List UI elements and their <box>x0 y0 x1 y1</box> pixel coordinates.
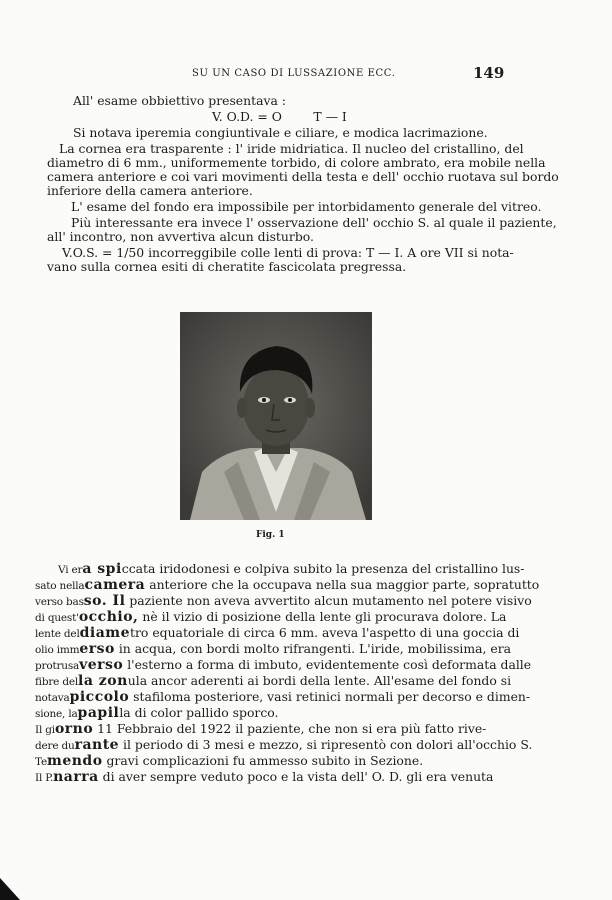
text-line <box>35 674 511 689</box>
stamped-word: papil <box>77 705 120 721</box>
margin-label: Te <box>35 756 48 768</box>
text-line: camera anteriore e coi vari movimenti della testa e dell' occhio ruotava sul bordo <box>47 169 559 184</box>
text-line <box>35 594 532 609</box>
text-run: ccata iridodonesi e colpiva subito la presenza del cristallino lus- <box>121 561 525 576</box>
text-line <box>35 706 278 721</box>
text-line: V.O.S. = 1/50 incorreggibile colle lenti di prova: T — I. A ore VII si nota- <box>62 245 514 260</box>
text-run: il periodo di 3 mesi e mezzo, si ripresentò con dolori all'occhio S. <box>119 737 533 752</box>
text-line <box>35 690 530 705</box>
page-header <box>0 66 612 86</box>
stamped-word: piccolo <box>69 689 130 705</box>
corner-mark <box>0 870 30 900</box>
margin-label: olio imm <box>35 644 80 656</box>
margin-label: sione, la <box>35 708 78 720</box>
text-line: La cornea era trasparente : l' iride midriatica. Il nucleo del cristallino, del <box>59 141 524 156</box>
text-run: 11 Febbraio del 1922 il paziente, che non si era più fatto rive- <box>93 721 487 736</box>
stamped-word: rante <box>74 737 120 753</box>
text-line: inferiore della camera anteriore. <box>47 183 253 198</box>
stamped-word: erso <box>79 641 115 657</box>
text-line <box>35 770 493 785</box>
stamped-word: verso <box>79 657 124 673</box>
text-run: la di color pallido sporco. <box>119 705 279 720</box>
page-number: 149 <box>473 64 505 82</box>
margin-label: Vi er <box>58 564 83 576</box>
text-run: paziente non aveva avvertito alcun mutamento nel potere visivo <box>125 593 532 608</box>
text-line <box>35 578 539 593</box>
stamped-word: orno <box>54 721 94 737</box>
stamped-word: camera <box>84 577 146 593</box>
text-line: Si notava iperemia congiuntivale e ciliare, e modica lacrimazione. <box>73 125 488 140</box>
text-line <box>35 754 423 769</box>
stamped-word: diame <box>79 625 131 641</box>
text-run: tro equatoriale di circa 6 mm. aveva l'aspetto di una goccia di <box>130 625 520 640</box>
text-line <box>58 562 524 577</box>
margin-label: notava <box>35 692 70 704</box>
stamped-word: la zon <box>78 673 128 689</box>
figure-caption: Fig. 1 <box>256 530 285 540</box>
margin-label: dere du <box>35 740 75 752</box>
text-run: ula ancor aderenti ai bordi della lente. All'esame del fondo si <box>127 673 512 688</box>
text-run: nè il vizio di posizione della lente gli procurava dolore. La <box>138 609 507 624</box>
text-run: in acqua, con bordi molto rifrangenti. L'iride, mobilissima, era <box>114 641 512 656</box>
margin-label: verso bas <box>35 596 84 608</box>
margin-label: Il P. <box>35 772 54 784</box>
text-line <box>35 722 486 737</box>
text-run: gravi complicazioni fu ammesso subito in Sezione. <box>102 753 424 768</box>
text-run: di aver sempre veduto poco e la vista dell' O. D. gli era venuta <box>98 769 494 784</box>
stamped-word: a spi <box>82 561 122 577</box>
margin-label: Il gi <box>35 724 55 736</box>
portrait-photo <box>180 312 372 520</box>
text-line: diametro di 6 mm., uniformemente torbido, di colore ambrato, era mobile nella <box>47 155 546 170</box>
running-title: SU UN CASO DI LUSSAZIONE ECC. <box>192 68 396 79</box>
text-line <box>35 610 506 625</box>
text-line <box>35 626 519 641</box>
text-run: anteriore che la occupava nella sua maggior parte, sopratutto <box>145 577 540 592</box>
margin-label: fibre del <box>35 676 79 688</box>
text-line: all' incontro, non avvertiva alcun disturbo. <box>47 229 314 244</box>
margin-label: lente del <box>35 628 80 640</box>
text-line <box>35 642 511 657</box>
text-line: All' esame obbiettivo presentava : <box>73 93 286 108</box>
stamped-word: so. Il <box>83 593 126 609</box>
text-run: stafiloma posteriore, vasi retinici normali per decorso e dimen- <box>129 689 531 704</box>
text-line <box>35 738 532 753</box>
margin-label: sato nella <box>35 580 85 592</box>
margin-label: protrusa <box>35 660 80 672</box>
text-run: l'esterno a forma di imbuto, evidentemente così deformata dalle <box>123 657 532 672</box>
text-line: L' esame del fondo era impossibile per intorbidamento generale del vitreo. <box>71 199 542 214</box>
text-line <box>35 658 531 673</box>
text-line: vano sulla cornea esiti di cheratite fascicolata pregressa. <box>47 259 407 274</box>
margin-label: di quest' <box>35 612 79 624</box>
text-line: V. O.D. = O T — I <box>212 109 347 124</box>
portrait-drawing <box>180 312 372 520</box>
text-line: Più interessante era invece l' osservazione dell' occhio S. al quale il paziente, <box>71 215 557 230</box>
stamped-word: narra <box>53 769 99 785</box>
stamped-word: occhio, <box>78 609 139 625</box>
stamped-word: mendo <box>47 753 103 769</box>
